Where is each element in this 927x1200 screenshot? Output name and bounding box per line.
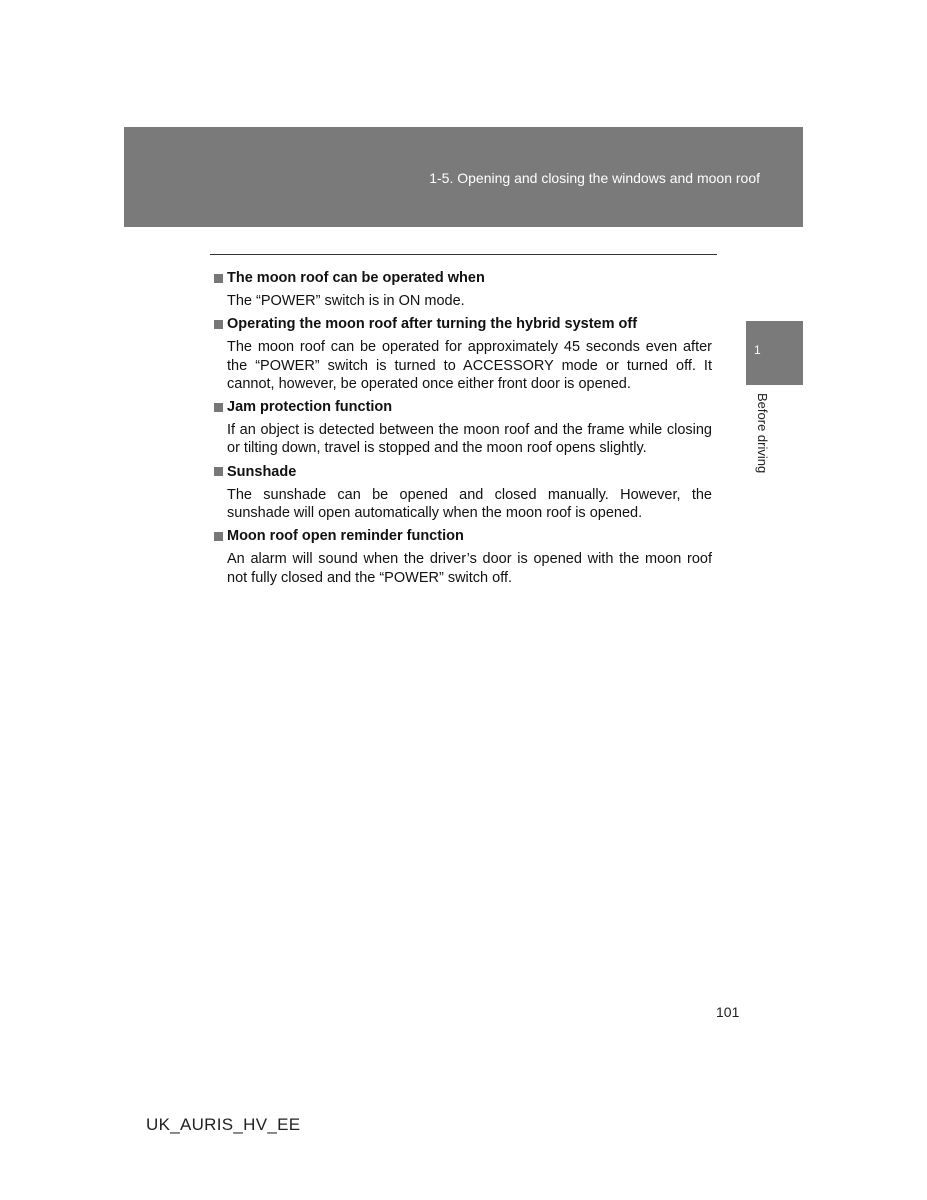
section-operable-when bbox=[214, 268, 712, 310]
section-sunshade bbox=[214, 462, 712, 523]
chapter-tab bbox=[746, 321, 803, 385]
section-body: An alarm will sound when the driver’s door is opened with the moon roof not fully closed and the “POWER” switch off. bbox=[227, 551, 712, 586]
header-band bbox=[124, 127, 803, 227]
page-number: 101 bbox=[716, 1004, 740, 1020]
header-divider bbox=[210, 254, 717, 255]
square-bullet-icon bbox=[214, 320, 223, 329]
section-jam-protection bbox=[214, 397, 712, 458]
section-body: The “POWER” switch is in ON mode. bbox=[227, 293, 465, 309]
section-heading: The moon roof can be operated when bbox=[227, 270, 485, 286]
section-open-reminder bbox=[214, 526, 712, 587]
square-bullet-icon bbox=[214, 403, 223, 412]
section-after-system-off bbox=[214, 314, 712, 393]
chapter-label: Before driving bbox=[755, 393, 770, 474]
square-bullet-icon bbox=[214, 467, 223, 476]
chapter-number: 1 bbox=[754, 343, 761, 357]
section-body: If an object is detected between the moon roof and the frame while closing or tilting down, travel is stopped and the moon roof opens slightly. bbox=[227, 422, 712, 457]
section-heading: Sunshade bbox=[227, 463, 297, 480]
section-body: The moon roof can be operated for approximately 45 seconds even after the “POWER” switch is turned to ACCESSORY mode or turned off. It cannot, however, be operated once either front door is opened. bbox=[227, 339, 712, 392]
section-heading: Jam protection function bbox=[227, 399, 393, 416]
square-bullet-icon bbox=[214, 532, 223, 541]
document-code: UK_AURIS_HV_EE bbox=[146, 1115, 301, 1134]
section-body: The sunshade can be opened and closed manually. However, the sunshade will open automatically when the moon roof is opened. bbox=[227, 486, 712, 522]
section-title: 1-5. Opening and closing the windows and moon roof bbox=[429, 170, 760, 186]
square-bullet-icon bbox=[214, 274, 223, 283]
section-heading: Moon roof open reminder function bbox=[227, 528, 464, 545]
section-heading: Operating the moon roof after turning the hybrid system off bbox=[227, 316, 638, 333]
main-content bbox=[214, 268, 712, 591]
